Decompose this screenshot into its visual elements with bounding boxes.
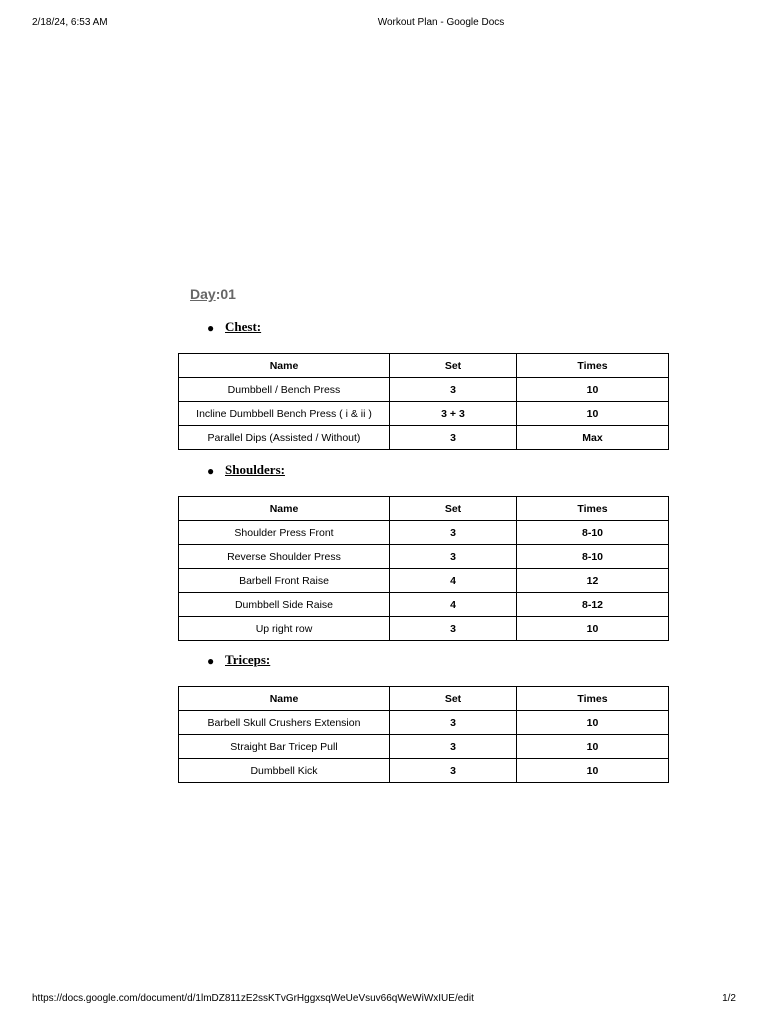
table-row [179,402,669,426]
bullet-icon: ● [207,321,215,335]
exercise-name: Parallel Dips (Assisted / Without) [179,426,390,450]
exercise-name: Dumbbell Side Raise [179,593,390,617]
section-triceps [178,651,668,783]
exercise-name: Straight Bar Tricep Pull [179,735,390,759]
table-header-row [179,497,669,521]
bullet-icon: ● [207,654,215,668]
exercise-set: 3 [390,426,517,450]
exercise-times: 10 [517,759,669,783]
table-row [179,545,669,569]
exercise-times: 8-12 [517,593,669,617]
table-row [179,711,669,735]
exercise-set: 3 [390,545,517,569]
exercise-name: Reverse Shoulder Press [179,545,390,569]
exercise-set: 3 [390,735,517,759]
page-number: 1/2 [722,993,736,1004]
exercise-times: 10 [517,617,669,641]
table-row [179,735,669,759]
print-date: 2/18/24, 6:53 AM [32,17,108,28]
exercise-set: 3 [390,617,517,641]
exercise-times: 12 [517,569,669,593]
workout-table-triceps [178,686,669,783]
exercise-set: 4 [390,569,517,593]
exercise-set: 3 [390,759,517,783]
exercise-times: 8-10 [517,545,669,569]
exercise-name: Barbell Front Raise [179,569,390,593]
workout-table-chest [178,353,669,450]
exercise-set: 4 [390,593,517,617]
header-times: Times [517,354,669,378]
day-number: :01 [215,286,236,302]
header-times: Times [517,497,669,521]
exercise-set: 3 [390,521,517,545]
table-row [179,617,669,641]
exercise-name: Incline Dumbbell Bench Press ( i & ii ) [179,402,390,426]
exercise-set: 3 + 3 [390,402,517,426]
table-row [179,426,669,450]
exercise-times: 10 [517,402,669,426]
workout-table-shoulders [178,496,669,641]
exercise-name: Up right row [179,617,390,641]
header-set: Set [390,687,517,711]
exercise-set: 3 [390,378,517,402]
exercise-times: 10 [517,711,669,735]
exercise-times: 10 [517,735,669,759]
print-footer [0,993,768,1009]
day-heading [190,286,236,302]
table-row [179,593,669,617]
table-row [179,569,669,593]
header-name: Name [179,497,390,521]
section-label: Shoulders: [225,462,285,477]
header-set: Set [390,354,517,378]
header-times: Times [517,687,669,711]
section-title [178,318,668,342]
table-row [179,759,669,783]
exercise-name: Dumbbell / Bench Press [179,378,390,402]
print-header [0,17,768,33]
exercise-name: Barbell Skull Crushers Extension [179,711,390,735]
table-row [179,378,669,402]
table-row [179,521,669,545]
exercise-set: 3 [390,711,517,735]
exercise-name: Shoulder Press Front [179,521,390,545]
header-name: Name [179,354,390,378]
exercise-times: 10 [517,378,669,402]
exercise-name: Dumbbell Kick [179,759,390,783]
section-label: Chest: [225,319,262,334]
section-label: Triceps: [225,652,271,667]
exercise-times: 8-10 [517,521,669,545]
section-title [178,651,668,675]
table-header-row [179,354,669,378]
section-shoulders [178,461,668,641]
header-set: Set [390,497,517,521]
section-chest [178,318,668,450]
section-title [178,461,668,485]
header-name: Name [179,687,390,711]
bullet-icon: ● [207,464,215,478]
document-title: Workout Plan - Google Docs [377,17,505,28]
document-url: https://docs.google.com/document/d/1lmDZ811zE2ssKTvGrHggxsqWeUeVsuv66qWeWiWxIUE/edit [32,993,474,1004]
day-word: Day [190,286,216,302]
exercise-times: Max [517,426,669,450]
table-header-row [179,687,669,711]
